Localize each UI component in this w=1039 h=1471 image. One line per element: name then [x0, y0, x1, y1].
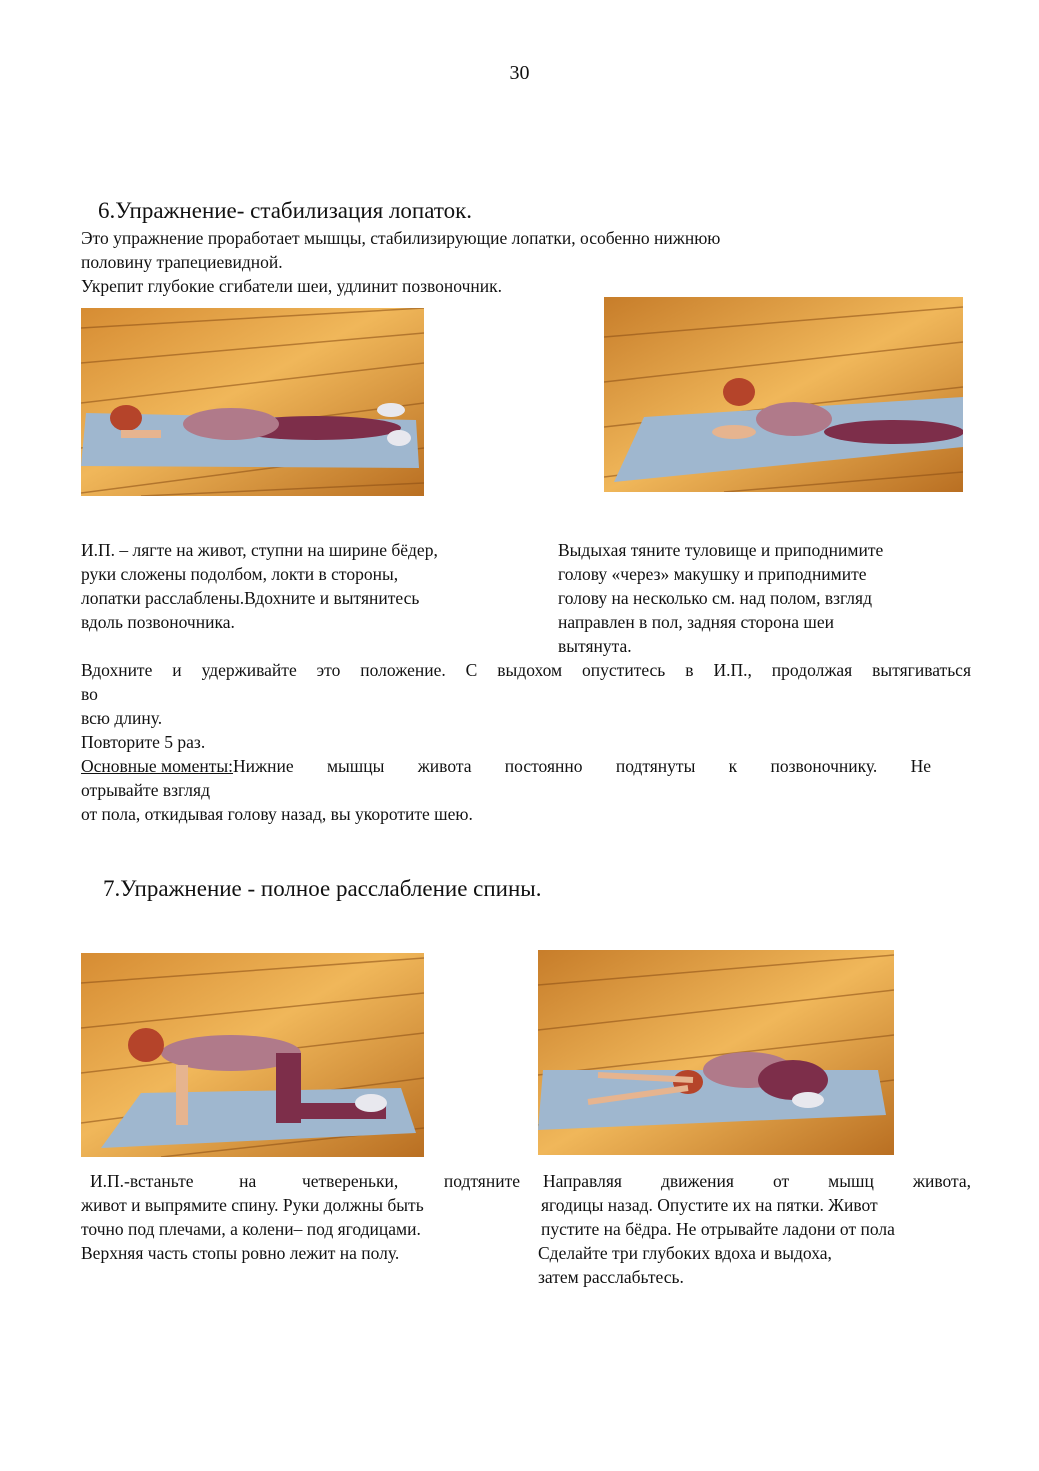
exercise-6-left-caption-4: вдоль позвоночника. — [81, 612, 235, 632]
exercise-6-intro-1: Это упражнение проработает мышцы, стабилизирующие лопатки, особенно нижнюю — [81, 228, 721, 248]
exercise-7-right-caption-3: пустите на бёдра. Не отрывайте ладони от пола — [541, 1219, 895, 1239]
exercise-6-right-caption-2: голову «через» макушку и приподнимите — [558, 564, 867, 584]
exercise-6-left-caption-3: лопатки расслаблены.Вдохните и вытянитесь — [81, 588, 420, 608]
exercise-6-body-7: от пола, откидывая голову назад, вы укоротите шею. — [81, 804, 473, 824]
photo-prone-lift — [604, 297, 963, 492]
exercise-6-key-points — [81, 754, 931, 778]
exercise-6-title: 6.Упражнение- стабилизация лопаток. — [98, 198, 473, 223]
photo-all-fours — [81, 953, 424, 1157]
exercise-7-right-caption-2: ягодицы назад. Опустите их на пятки. Живот — [541, 1195, 878, 1215]
exercise-7-right-caption-5: затем расслабьтесь. — [538, 1267, 684, 1287]
exercise-7-left-caption-4: Верхняя часть стопы ровно лежит на полу. — [81, 1243, 400, 1263]
exercise-6-right-caption-4: направлен в пол, задняя сторона шеи — [558, 612, 835, 632]
exercise-6-right-caption-3: голову на несколько см. над полом, взгляд — [558, 588, 872, 608]
exercise-6-right-caption-1: Выдыхая тяните туловище и приподнимите — [558, 540, 884, 560]
photo-prone-start — [81, 308, 424, 496]
exercise-6-body-3: всю длину. — [81, 708, 163, 728]
photo-childs-pose — [538, 950, 894, 1155]
exercise-7-right-caption-4: Сделайте три глубоких вдоха и выдоха, — [538, 1243, 832, 1263]
key-points-text: Нижние мышцы живота постоянно подтянуты к позвоночнику. Не — [233, 756, 931, 776]
exercise-6-right-caption-5: вытянута. — [558, 636, 632, 656]
exercise-6-intro-2: половину трапециевидной. — [81, 252, 283, 272]
exercise-6-body-1: Вдохните и удерживайте это положение. С выдохом опуститесь в И.П., продолжая вытягиваться — [81, 660, 971, 680]
exercise-6-left-caption-1: И.П. – лягте на живот, ступни на ширине бёдер, — [81, 540, 438, 560]
exercise-6-body-2: во — [81, 684, 98, 704]
exercise-7-left-caption-3: точно под плечами, а колени– под ягодицами. — [81, 1219, 421, 1239]
exercise-7-right-caption-1: Направляя движения от мышц живота, — [543, 1171, 971, 1191]
page-number: 30 — [509, 62, 530, 84]
exercise-6-intro-3: Укрепит глубокие сгибатели шеи, удлинит позвоночник. — [81, 276, 502, 296]
key-points-label: Основные моменты: — [81, 756, 234, 776]
exercise-6-repeat: Повторите 5 раз. — [81, 732, 206, 752]
exercise-6-left-caption-2: руки сложены подолбом, локти в стороны, — [81, 564, 399, 584]
exercise-6-body-6: отрывайте взгляд — [81, 780, 210, 800]
exercise-7-left-caption-2: живот и выпрямите спину. Руки должны быть — [81, 1195, 424, 1215]
exercise-7-title: 7.Упражнение - полное расслабление спины. — [103, 876, 542, 901]
exercise-7-left-caption-1: И.П.-встаньте на четвереньки, подтяните — [90, 1171, 520, 1191]
